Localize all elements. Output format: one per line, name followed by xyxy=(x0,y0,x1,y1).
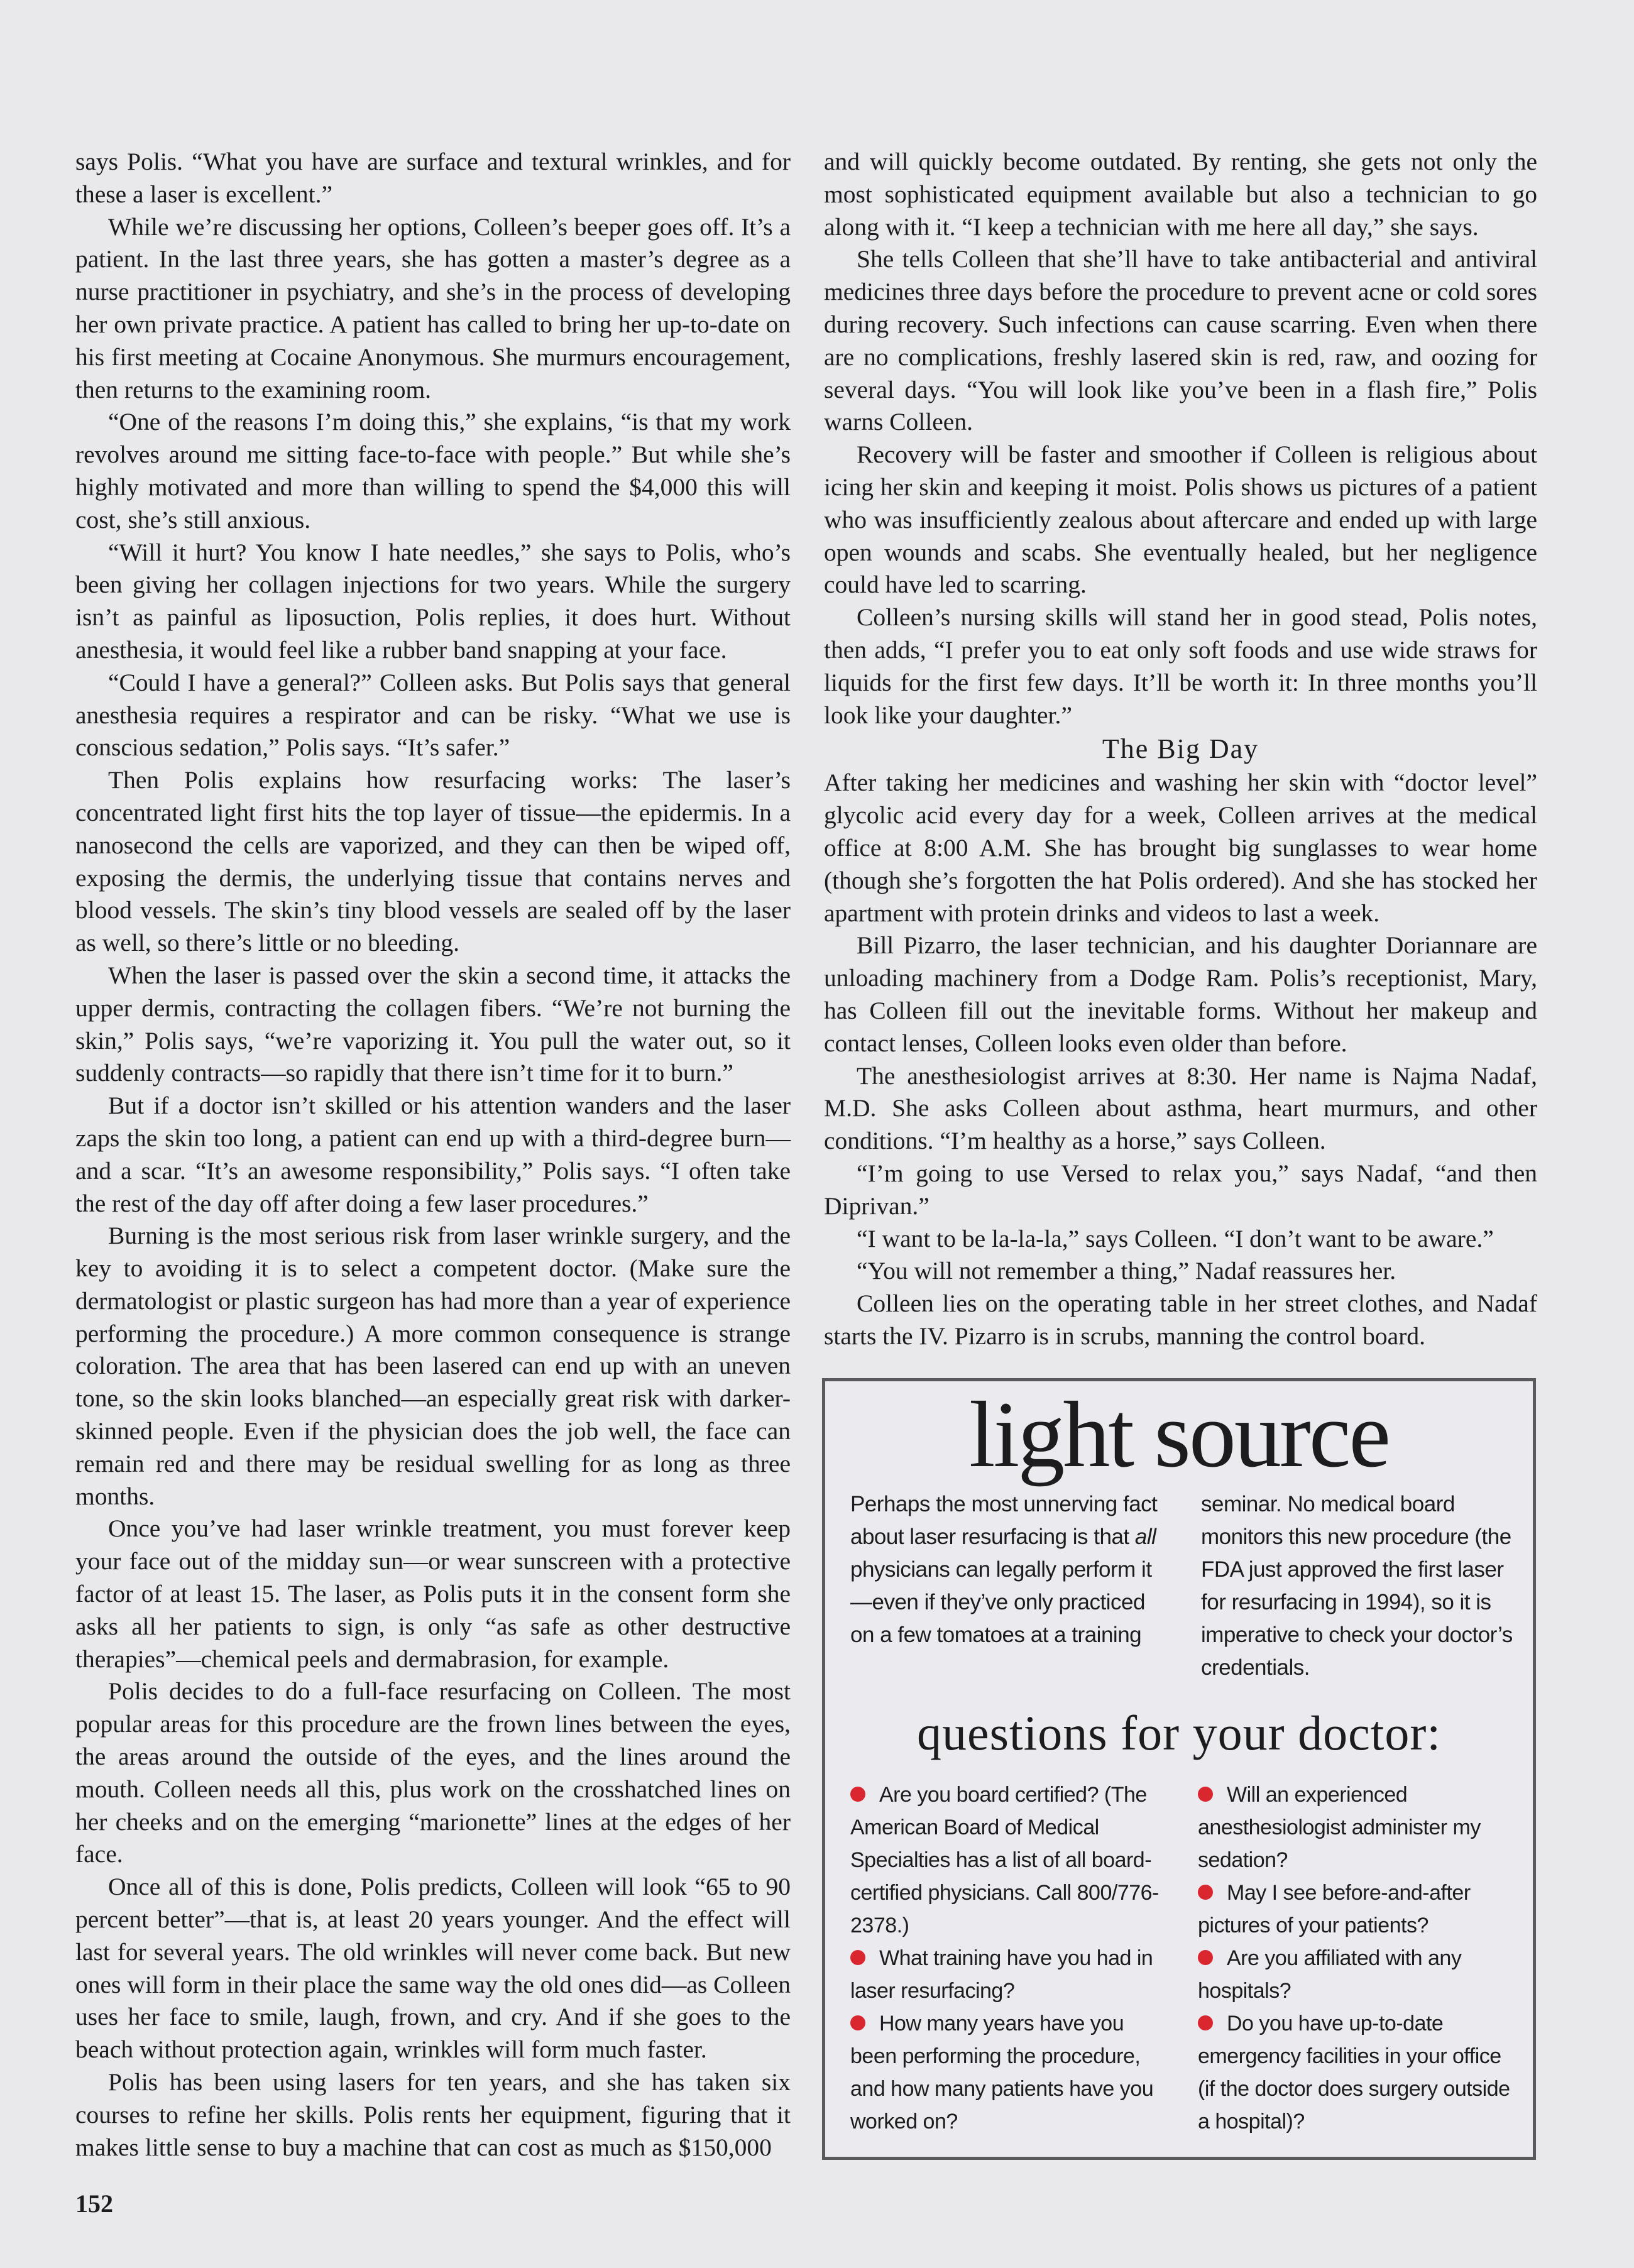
paragraph: When the laser is passed over the skin a second time, it attacks the upper dermis, contracting the collagen fibers. “We’re not burning the skin,” Polis says, “we’re vaporizing it. You pull the water out, so it suddenly contracts—so rapidly that there isn’t time for it to burn.” xyxy=(75,961,791,1087)
question-item xyxy=(850,1942,1166,2007)
question-item xyxy=(1198,1942,1514,2007)
paragraph: While we’re discussing her options, Colleen’s beeper goes off. It’s a patient. In the last three years, she has gotten a master’s degree as a nurse practitioner in psychiatry, and she’s in the process of developing her own private practice. A patient has called to bring her up-to-date on his first meeting at Cocaine Anonymous. She murmurs encouragement, then returns to the examining room. xyxy=(75,212,791,403)
paragraph: Recovery will be faster and smoother if Colleen is religious about icing her skin and keeping it moist. Polis shows us pictures of a patient who was insufficiently zealous about aftercare and ended up with large open wounds and scabs. She eventually healed, but her negligence could have led to scarring. xyxy=(824,441,1537,599)
paragraph: and will quickly become outdated. By renting, she gets not only the most sophisticated equipment available but also a technician to go along with it. “I keep a technician with me here all day,” she says. xyxy=(824,148,1537,241)
question-text: Do you have up-to-date emergency facilities in your office (if the doctor does surgery outside a hospital)? xyxy=(1198,2011,1510,2134)
sidebar-light-source xyxy=(822,1378,1536,2160)
paragraph: After taking her medicines and washing her skin with “doctor level” glycolic acid every day for a week, Colleen arrives at the medical office at 8:00 A.M. She has brought big sunglasses to wear home (though she’s forgotten the hat Polis ordered). And she has stocked her apartment with protein drinks and videos to last a week. xyxy=(824,769,1537,927)
sidebar-intro-right: seminar. No medical board monitors this new procedure (the FDA just approved the first laser for resurfacing in 1994), so it is imperative to check your doctor’s credentials. xyxy=(1201,1491,1513,1680)
paragraph: “Could I have a general?” Colleen asks. But Polis says that general anesthesia requires a respirator and can be risky. “What we use is conscious sedation,” Polis says. “It’s safer.” xyxy=(75,668,791,762)
section-subhead: The Big Day xyxy=(1102,733,1259,765)
paragraph: The anesthesiologist arrives at 8:30. Her name is Najma Nadaf, M.D. She asks Colleen about asthma, heart murmurs, and other conditions. “I’m healthy as a horse,” says Colleen. xyxy=(824,1061,1537,1155)
paragraph: Colleen’s nursing skills will stand her in good stead, Polis notes, then adds, “I prefer you to eat only soft foods and use wide straws for liquids for the first few days. It’ll be worth it: In three months you’ll look like your daughter.” xyxy=(824,603,1537,729)
question-text: Will an experienced anesthesiologist administer my sedation? xyxy=(1198,1782,1481,1872)
question-item xyxy=(850,1778,1166,1942)
paragraph: “I’m going to use Versed to relax you,” says Nadaf, “and then Diprivan.” xyxy=(824,1159,1537,1220)
question-item xyxy=(1198,2007,1514,2138)
paragraph: Polis has been using lasers for ten years, and she has taken six courses to refine her skills. Polis rents her equipment, figuring that it makes little sense to buy a machine that can cost as much as $150,000 xyxy=(75,2068,791,2161)
paragraph: says Polis. “What you have are surface and textural wrinkles, and for these a laser is excellent.” xyxy=(75,148,791,208)
questions-list xyxy=(850,1778,1514,2138)
emphasis: all xyxy=(1134,1524,1156,1549)
right-column-paragraphs-after xyxy=(824,767,1537,1352)
sidebar-intro xyxy=(850,1488,1514,1684)
questions-right-column xyxy=(1198,1778,1514,2138)
paragraph: She tells Colleen that she’ll have to take antibacterial and antiviral medicines three days before the procedure to prevent acne or cold sores during recovery. Such infections can cause scarring. Even when there are no complications, freshly lasered skin is red, raw, and oozing for several days. “You will look like you’ve been in a flash fire,” Polis warns Colleen. xyxy=(824,245,1537,436)
paragraph: Burning is the most serious risk from laser wrinkle surgery, and the key to avoiding it is to select a competent doctor. (Make sure the dermatologist or plastic surgeon has had more than a year of experience performing the procedure.) A more common consequence is strange coloration. The area that has been lasered can end up with an uneven tone, so the skin looks blanched—an especially great risk with darker-skinned people. Even if the physician does the job well, the face can remain red and there may be residual swelling for as long as three months. xyxy=(75,1222,791,1510)
questions-heading: questions for your doctor: xyxy=(916,1705,1442,1760)
left-article-column xyxy=(75,146,791,2164)
bullet-icon xyxy=(850,2015,865,2030)
paragraph: “One of the reasons I’m doing this,” she explains, “is that my work revolves around me sitting face-to-face with people.” But while she’s highly motivated and more than willing to spend the $4,000 this will cost, she’s still anxious. xyxy=(75,408,791,534)
paragraph: But if a doctor isn’t skilled or his attention wanders and the laser zaps the skin too long, a patient can end up with a third-degree burn—and a scar. “It’s an awesome responsibility,” Polis says. “I often take the rest of the day off after doing a few laser procedures.” xyxy=(75,1092,791,1217)
left-column-wrapper xyxy=(75,146,791,2219)
paragraph: Bill Pizarro, the laser technician, and his daughter Doriannare are unloading machinery from a Dodge Ram. Polis’s receptionist, Mary, has Colleen fill out the inevitable forms. Without her makeup and contact lenses, Colleen looks even older than before. xyxy=(824,931,1537,1057)
bullet-icon xyxy=(850,1787,865,1802)
question-text: How many years have you been performing the procedure, and how many patients have you worked on? xyxy=(850,2011,1154,2134)
paragraph: Polis decides to do a full-face resurfacing on Colleen. The most popular areas for this procedure are the frown lines between the eyes, the areas around the outside of the eyes, and the lines around the mouth. Colleen needs all this, plus work on the crosshatched lines on her cheeks and on the emerging “marionette” lines at the edges of her face. xyxy=(75,1677,791,1868)
right-column-wrapper xyxy=(824,146,1537,2160)
question-item xyxy=(1198,1876,1514,1942)
question-text: What training have you had in laser resurfacing? xyxy=(850,1946,1153,2003)
question-text: Are you board certified? (The American Board of Medical Specialties has a list of all board-certified physicians. Call 800/776-2378.) xyxy=(850,1782,1159,1937)
question-text: Are you affiliated with any hospitals? xyxy=(1198,1946,1462,2003)
questions-left-column xyxy=(850,1778,1166,2138)
question-item xyxy=(850,2007,1166,2138)
paragraph: “Will it hurt? You know I hate needles,” she says to Polis, who’s been giving her collagen injections for two years. While the surgery isn’t as painful as liposuction, Polis replies, it does hurt. Without anesthesia, it would feel like a rubber band snapping at your face. xyxy=(75,538,791,664)
paragraph: Once all of this is done, Polis predicts, Colleen will look “65 to 90 percent better”—that is, at least 20 years younger. And the effect will last for several years. The old wrinkles will never come back. But new ones will form in their place the same way the old ones did—as Colleen uses her face to smile, laugh, frown, and cry. And if she goes to the beach without protection again, wrinkles will form much faster. xyxy=(75,1873,791,2064)
sidebar-title: light source xyxy=(968,1382,1389,1487)
page-number: 152 xyxy=(75,2189,113,2218)
paragraph: “You will not remember a thing,” Nadaf reassures her. xyxy=(857,1257,1396,1285)
paragraph: Then Polis explains how resurfacing works: The laser’s concentrated light first hits the top layer of tissue—the epidermis. In a nanosecond the cells are vaporized, and they can then be wiped off, exposing the dermis, the underlying tissue that contains nerves and blood vessels. The skin’s tiny blood vessels are sealed off by the laser as well, so there’s little or no bleeding. xyxy=(75,766,791,957)
question-item xyxy=(1198,1778,1514,1876)
right-article-column xyxy=(824,146,1537,1353)
bullet-icon xyxy=(1198,1950,1213,1965)
bullet-icon xyxy=(850,1950,865,1965)
bullet-icon xyxy=(1198,2015,1213,2030)
paragraph: “I want to be la-la-la,” says Colleen. “I don’t want to be aware.” xyxy=(857,1224,1494,1252)
question-text: May I see before-and-after pictures of your patients? xyxy=(1198,1880,1471,1937)
paragraph: Once you’ve had laser wrinkle treatment, you must forever keep your face out of the midday sun—or wear sunscreen with a protective factor of at least 15. The laser, as Polis puts it in the consent form she asks all her patients to sign, is only “as safe as other destructive therapies”—chemical peels and dermabrasion, for example. xyxy=(75,1515,791,1673)
paragraph: Colleen lies on the operating table in her street clothes, and Nadaf starts the IV. Pizarro is in scrubs, manning the control board. xyxy=(824,1290,1537,1350)
bullet-icon xyxy=(1198,1787,1213,1802)
sidebar-intro-left: Perhaps the most unnerving fact about laser resurfacing is that all physicians can legally perform it—even if they’ve only practiced on a few tomatoes at a training xyxy=(850,1491,1158,1647)
bullet-icon xyxy=(1198,1885,1213,1900)
right-column-paragraphs xyxy=(824,146,1537,731)
